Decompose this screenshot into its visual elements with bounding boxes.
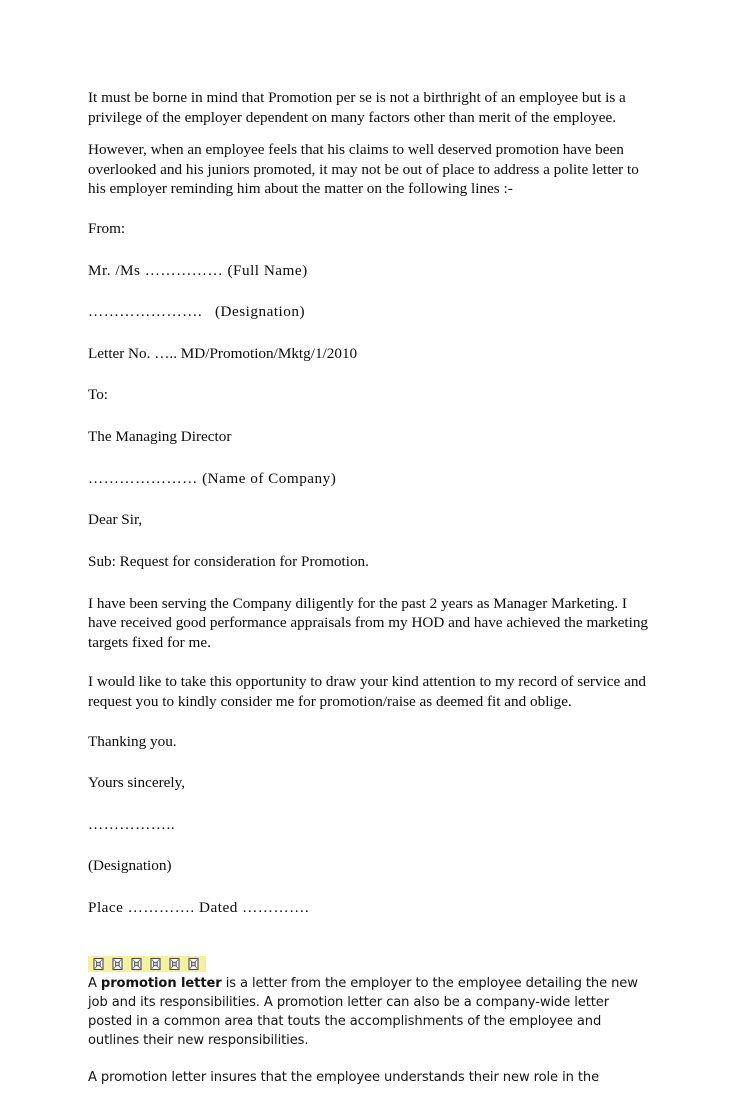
body-paragraph-2: I would like to take this opportunity to draw your kind attention to my record of service and request you to kindly consider me for promotion/raise as deemed fit and oblige.	[88, 673, 647, 710]
from-label: From:	[88, 220, 126, 238]
missing-character-box-glyph	[148, 957, 165, 971]
letter-number-line: Letter No. ….. MD/Promotion/Mktg/1/2010	[88, 344, 358, 362]
yellow-highlight-bar	[88, 956, 206, 972]
to-label: To:	[88, 386, 109, 404]
salutation: Dear Sir,	[88, 511, 143, 529]
intro-paragraph-1: It must be borne in mind that Promotion per se is not a birthright of an employee but is a privilege of the employer dependent on many factors other than merit of the employee.	[88, 89, 626, 126]
document-content	[88, 88, 652, 1104]
intro-paragraph-2: However, when an employee feels that his claims to well deserved promotion have been overlooked and his juniors promoted, it may not be out of place to address a polite letter to his employer reminding him about the matter on the following lines :-	[88, 141, 639, 198]
highlighted-divider	[88, 944, 652, 960]
place-and-date-line: Place …………. Dated ………….	[88, 899, 310, 917]
thanking-line: Thanking you.	[88, 732, 177, 750]
missing-character-box-glyph	[186, 957, 203, 971]
missing-character-box-glyph	[91, 957, 108, 971]
recipient-company-line: ………………… (Name of Company)	[88, 469, 337, 487]
valediction-line: Yours sincerely,	[88, 774, 186, 792]
signature-dotted-line: ……………..	[88, 815, 176, 833]
notes-paragraph-1	[88, 974, 652, 1051]
missing-character-box-glyph	[129, 957, 146, 971]
recipient-title: The Managing Director	[88, 428, 232, 446]
signature-designation-label: (Designation)	[88, 857, 172, 875]
missing-character-box-glyph	[110, 957, 127, 971]
subject-line: Sub: Request for consideration for Promotion.	[88, 552, 369, 570]
promotion-letter-bold-term: promotion letter	[100, 975, 222, 991]
notes-rest-text: is a letter from the employer to the employee detailing the new job and its responsibilities. A promotion letter can also be a company-wide letter posted in a common area that touts the accomplishments of the employee and outlines their new responsibilities.	[88, 975, 638, 1049]
sender-designation-line: …………………. (Designation)	[88, 303, 306, 321]
sender-name-line: Mr. /Ms …………… (Full Name)	[88, 261, 308, 279]
body-paragraph-1: I have been serving the Company diligently for the past 2 years as Manager Marketing. I have received good performance appraisals from my HOD and have achieved the marketing targets fixed for me.	[88, 594, 649, 651]
notes-paragraph-2: A promotion letter insures that the employee understands their new role in the	[88, 1069, 600, 1085]
missing-character-box-glyph	[167, 957, 184, 971]
notes-lead-text: A	[88, 975, 101, 991]
